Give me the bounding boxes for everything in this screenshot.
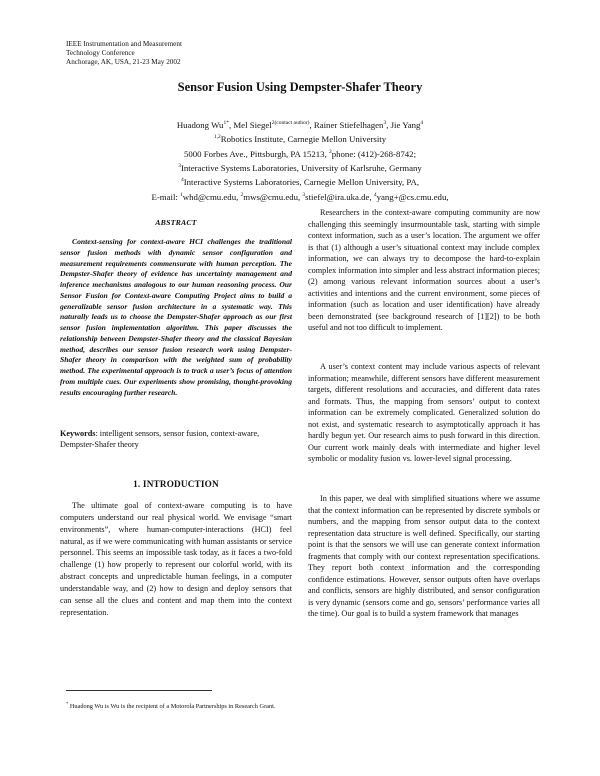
affiliation-sup: 3 bbox=[178, 162, 181, 169]
affiliation bbox=[0, 160, 600, 174]
conference-line: Technology Conference bbox=[66, 49, 135, 57]
footnote bbox=[66, 701, 275, 710]
abstract-body: Context-sensing for context-aware HCI challenges the traditional sensor fusion methods with dynamic sensor configuration and measurement requirements commensurate with human perception. The Dempster-Shafer theory of evidence has uncertainty management and inference mechanisms analogous to our human reasoning process. Our Sensor Fusion for Context-aware Computing Project aims to build a generalizable sensor fusion architecture in a systematic way. This naturally leads us to choose the Dempster-Shafer approach as our first sensor fusion implementation algorithm. This paper discusses the relationship between Dempster-Shafer theory and the classical Bayesian method, describes our sensor fusion research work using Dempster-Shafer theory in comparison with the weighted sum of probability method. The experimental approach is to track a user’s focus of attention from multiple cues. Our experiments show promising, thought-provoking results encouraging further research. bbox=[60, 237, 292, 397]
keywords bbox=[60, 428, 292, 450]
conference-line: IEEE Instrumentation and Measurement bbox=[66, 40, 182, 48]
author-name: , Mel Siegel bbox=[228, 119, 272, 130]
keywords-label: Keywords bbox=[60, 429, 96, 438]
author-names bbox=[0, 117, 600, 131]
affiliation-sup: 4 bbox=[180, 177, 184, 184]
address-text: 5000 Forbes Ave., Pittsburgh, PA 15213, bbox=[183, 148, 329, 159]
email-address: yang+@cs.cmu.edu, bbox=[376, 191, 449, 202]
email-line bbox=[0, 189, 600, 203]
author-block bbox=[0, 117, 600, 203]
right-paragraph-1: Researchers in the context-aware computing community are now challenging this seemingly insurmountable task, starting with simple context information, such as a user’s location. The argument we offer is that (1) although a user’s situational context may include complex information, we can always try to decompose the hard-to-explain complex information into simpler and less abstract information pieces; (2) among various relevant information sources about a user’s activities and intentions and the current environment, some pieces of information (such as location and user identification) have already been demonstrated (see background research of [1][2]) to be both useful and not too difficult to implement. bbox=[308, 208, 540, 332]
affiliation-text: Interactive Systems Laboratories, Carnegie Mellon University, PA, bbox=[183, 177, 420, 188]
email-sup: 2 bbox=[240, 191, 244, 198]
right-paragraph-3: In this paper, we deal with simplified situations where we assume that the context information can be represented by discrete symbols or numbers, and the mapping from sensor output data to the context representation data structure is well defined. Specifically, our starting point is that the sensors we will use can generate context information fragments that comply with our context representation specifications. They report both context information and the corresponding confidence estimations. However, sensor outputs often have overlaps and conflicts, sensors are highly distributed, and sensor configuration is very dynamic (sensors come and go, sensors’ performance varies all the time). Our goal is to build a system framework that manages bbox=[308, 494, 540, 618]
right-paragraph-2: A user’s context content may include various aspects of relevant information; meanwhile, different sensors have different measurement targets, different resolutions and accuracies, and different data rates and formats. Thus, the mapping from sensors’ output to context information can be extremely complicated. Generalized solution do not exist, and systematic research to asymptotically approach it has hardly begun yet. Our research aims to push forward in this direction. Our current work mainly deals with intermediate and higher level symbolic or modality fusion vs. lower-level signal processing. bbox=[308, 362, 540, 463]
author-sup: 2(contact author) bbox=[271, 120, 310, 126]
affiliation bbox=[0, 131, 600, 145]
conference-line: Anchorage, AK, USA, 21-23 May 2002 bbox=[66, 58, 181, 66]
author-name: , Rainer Stiefelhagen bbox=[309, 119, 384, 130]
phone-text: phone: (412)-268-8742; bbox=[331, 148, 417, 159]
email-address: stiefel@ira.uka.de, bbox=[305, 191, 374, 202]
keywords-text: : intelligent sensors, sensor fusion, context-aware, Dempster-Shafer theory bbox=[60, 429, 260, 449]
email-address: whd@cmu.edu, bbox=[182, 191, 241, 202]
footnote-text: Huadong Wu is Wu is the recipient of a Motorola Partnerships in Research Grant. bbox=[68, 703, 276, 711]
author-name: , Jie Yang bbox=[386, 119, 421, 130]
phone-sup: 2 bbox=[328, 148, 332, 155]
introduction-heading: 1. INTRODUCTION bbox=[133, 479, 219, 489]
address bbox=[0, 146, 600, 160]
conference-info bbox=[66, 40, 182, 67]
footnote-divider bbox=[66, 690, 212, 691]
author-sup: 3 bbox=[383, 120, 387, 126]
affiliation bbox=[0, 174, 600, 188]
author-sup: 4 bbox=[420, 120, 424, 126]
email-sup: 1 bbox=[180, 191, 183, 198]
email-label: E-mail: bbox=[151, 191, 181, 202]
email-sup: 4 bbox=[373, 191, 377, 198]
author-sup: 1* bbox=[223, 120, 229, 126]
abstract-heading: ABSTRACT bbox=[155, 218, 197, 227]
author-name: Huadong Wu bbox=[176, 119, 224, 130]
email-address: mws@cmu.edu, bbox=[243, 191, 303, 202]
footnote-mark: * bbox=[66, 701, 69, 706]
email-sup: 3 bbox=[302, 191, 306, 198]
affiliation-text: Robotics Institute, Carnegie Mellon University bbox=[220, 134, 387, 145]
paper-title: Sensor Fusion Using Dempster-Shafer Theory bbox=[177, 80, 423, 94]
affiliation-text: Interactive Systems Laboratories, University of Karlsruhe, Germany bbox=[180, 162, 422, 173]
affiliation-sup: 1,2 bbox=[213, 134, 221, 141]
introduction-body: The ultimate goal of context-aware computing is to have computers understand our real physical world. We envisage “smart environments”, where human-computer-interactions (HCI) feel natural, as if we were communicating with human assistants or service personnel. This seems an impossible task today, as it faces a two-fold challenge (1) how properly to represent our colorful world, with its abstract concepts and unpredictable human feelings, in a computer understandable way, and (2) how to design and deploy sensors that can sense all the clues and content and map them into the context representation. bbox=[60, 501, 292, 617]
